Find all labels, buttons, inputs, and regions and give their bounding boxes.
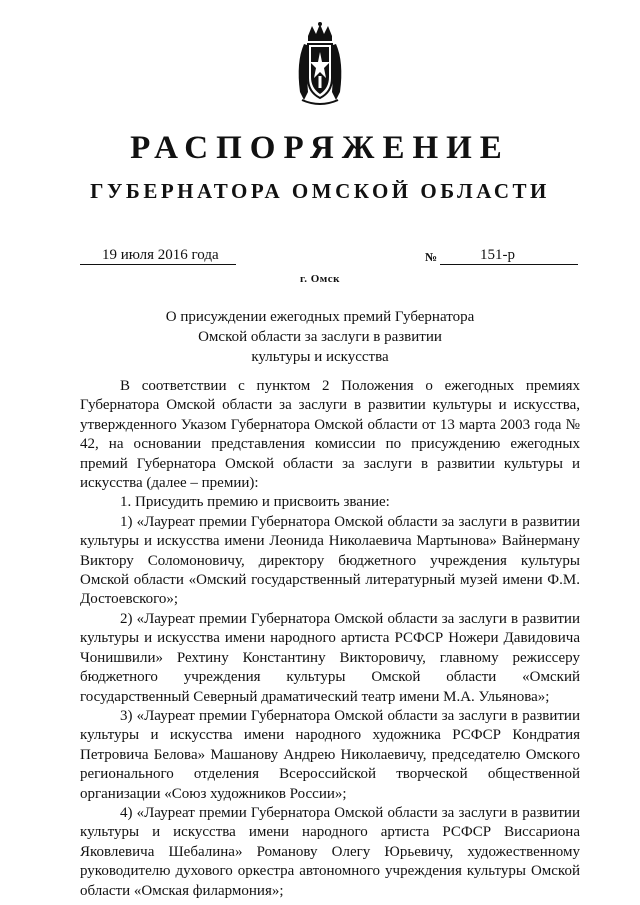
coat-of-arms-emblem [294,22,346,106]
document-date: 19 июля 2016 года [80,247,236,265]
document-body [80,377,580,901]
document-subtitle: ГУБЕРНАТОРА ОМСКОЙ ОБЛАСТИ [90,179,550,203]
award-item: 3) «Лауреат премии Губернатора Омской области за заслуги в развитии культуры и искусства имени народного художника РСФСР Кондратия Петровича Белова» Машанову Андрею Николаевичу, председателю Омского регионального отделения Всероссийской творческой общественной организации «Союз художников России»; [80,707,580,802]
clause-paragraph: 1. Присудить премию и присвоить звание: [120,494,390,511]
award-item: 2) «Лауреат премии Губернатора Омской области за заслуги в развитии культуры и искусства имени народного артиста РСФСР Ножери Давидовича Чонишвили» Рехтину Константину Викторовичу, главному режиссеру бюджетного учреждения культуры Омской области «Омский государственный Северный драматический театр имени М.А. Ульянова»; [80,610,580,705]
preamble-paragraph: В соответствии с пунктом 2 Положения о ежегодных премиях Губернатора Омской области за заслуги в развитии культуры и искусства, утвержденного Указом Губернатора Омской области от 13 марта 2003 года № 42, на основании представления комиссии по присуждению ежегодных премий Губернатора Омской области за заслуги в развитии культуры и искусства (далее – премии): [80,378,580,492]
city: г. Омск [299,273,341,285]
heading-line: культуры и искусства [251,349,389,365]
number-label: № [425,250,438,264]
award-item: 4) «Лауреат премии Губернатора Омской области за заслуги в развитии культуры и искусства имени народного артиста РСФСР Виссариона Яковлевича Шебалина» Романову Олегу Юрьевичу, художественному руководителю духового оркестра автономного учреждения культуры Омской области «Омская филармония»; [80,804,580,899]
document-number: 151-р [440,247,578,265]
document-heading [0,307,640,367]
heading-line: О присуждении ежегодных премий Губернатора [165,309,475,325]
heading-line: Омской области за заслуги в развитии [198,329,442,345]
document-title: РАСПОРЯЖЕНИЕ [130,130,510,166]
award-item: 1) «Лауреат премии Губернатора Омской области за заслуги в развитии культуры и искусства имени Леонида Николаевича Мартынова» Вайнерману Виктору Соломоновичу, директору бюджетного учреждения культуры Омской области «Омский государственный литературный музей имени Ф.М. Достоевского»; [80,513,580,608]
